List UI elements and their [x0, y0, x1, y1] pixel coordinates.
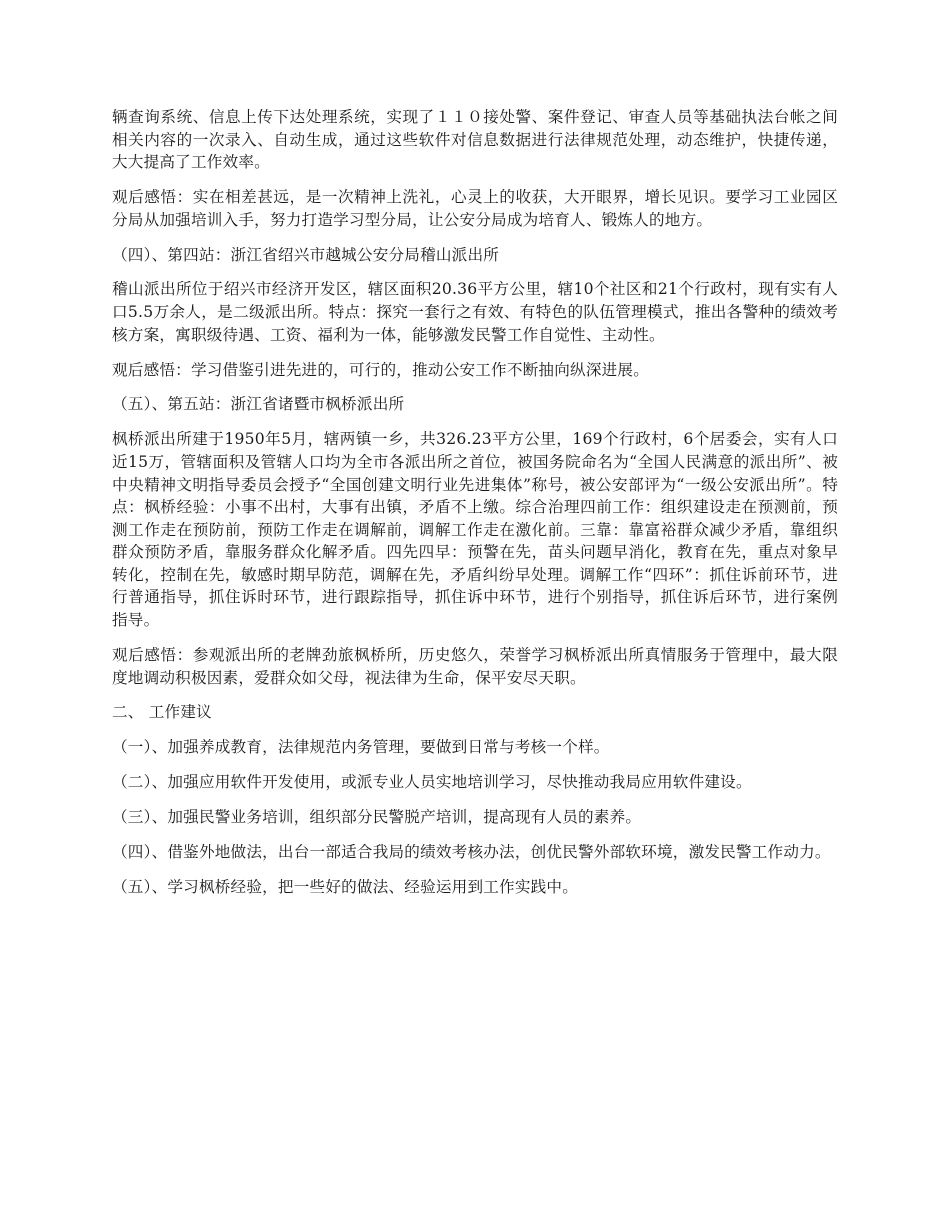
heading-station-five: （五）、第五站：浙江省诸暨市枫桥派出所: [112, 395, 405, 414]
suggestion-item-2: （二）、加强应用软件开发使用，或派专业人员实地培训学习，尽快推动我局应用软件建设。: [112, 773, 752, 792]
paragraph-fengqiao-station: 枫桥派出所建于1950年5月，辖两镇一乡，共326.23平方公里，169个行政村，6个居委会，实有人口近15万，管辖面积及管辖人口均为全市各派出所之首位，被国务院命名为“全国人民满意的派出所”、被中央精神文明指导委员会授予“全国创建文明行业先进集体”称号，被公安部评为“一级公安派出所”。特点：枫桥经验：小事不出村，大事有出镇，矛盾不上缴。综合治理四前工作：组织建设走在预测前，预测工作走在预防前，预防工作走在调解前，调解工作走在激化前。三靠：靠富裕群众减少矛盾，靠组织群众预防矛盾，靠服务群众化解矛盾。四先四早：预警在先，苗头问题早消化，教育在先，重点对象早转化，控制在先，敏感时期早防范，调解在先，矛盾纠纷早处理。调解工作“四环”：抓住诉前环节，进行普通指导，抓住诉时环节，进行跟踪指导，抓住诉中环节，进行个别指导，抓住诉后环节，进行案例指导。: [112, 430, 838, 630]
suggestion-item-4: （四）、借鉴外地做法，出台一部适合我局的绩效考核办法，创优民警外部软环境，激发民警工作动力。: [112, 843, 831, 861]
heading-station-four: （四）、第四站：浙江省绍兴市越城公安分局稽山派出所: [112, 245, 500, 264]
paragraph-jishan-station: 稽山派出所位于绍兴市经济开发区，辖区面积20.36平方公里，辖10个社区和21个行政村，现有实有人口5.5万余人，是二级派出所。特点：探究一套行之有效、有特色的队伍管理模式，推出各警种的绩效考核方案，寓职级待遇、工资、福利为一体，能够激发民警工作自觉性、主动性。: [112, 280, 838, 344]
paragraph-reflection-fengqiao: 观后感悟：参观派出所的老牌劲旅枫桥所，历史悠久，荣誉学习枫桥派出所真情服务于管理中，最大限度地调动积极因素，爱群众如父母，视法律为生命，保平安尽天职。: [112, 645, 838, 687]
paragraph-reflection-jishan: 观后感悟：学习借鉴引进先进的，可行的，推动公安工作不断抽向纵深进展。: [112, 360, 649, 379]
paragraph-reflection-industrial-park: 观后感悟：实在相差甚远，是一次精神上洗礼，心灵上的收获，大开眼界，增长见识。要学习工业园区分局从加强培训入手，努力打造学习型分局，让公安分局成为培育人、锻炼人的地方。: [112, 188, 838, 229]
paragraph-software-systems: 辆查询系统、信息上传下达处理系统，实现了１１０接处警、案件登记、审查人员等基础执法台帐之间相关内容的一次录入、自动生成，通过这些软件对信息数据进行法律规范处理，动态维护，快捷传递，大大提高了工作效率。: [112, 108, 838, 172]
suggestion-item-5: （五）、学习枫桥经验，把一些好的做法、经验运用到工作实践中。: [112, 877, 579, 896]
heading-work-suggestions: 二、 工作建议: [112, 703, 212, 722]
suggestion-item-1: （一）、加强养成教育，法律规范内务管理，要做到日常与考核一个样。: [112, 738, 610, 757]
suggestion-item-3: （三）、加强民警业务培训，组织部分民警脱产培训，提高现有人员的素养。: [112, 808, 642, 827]
